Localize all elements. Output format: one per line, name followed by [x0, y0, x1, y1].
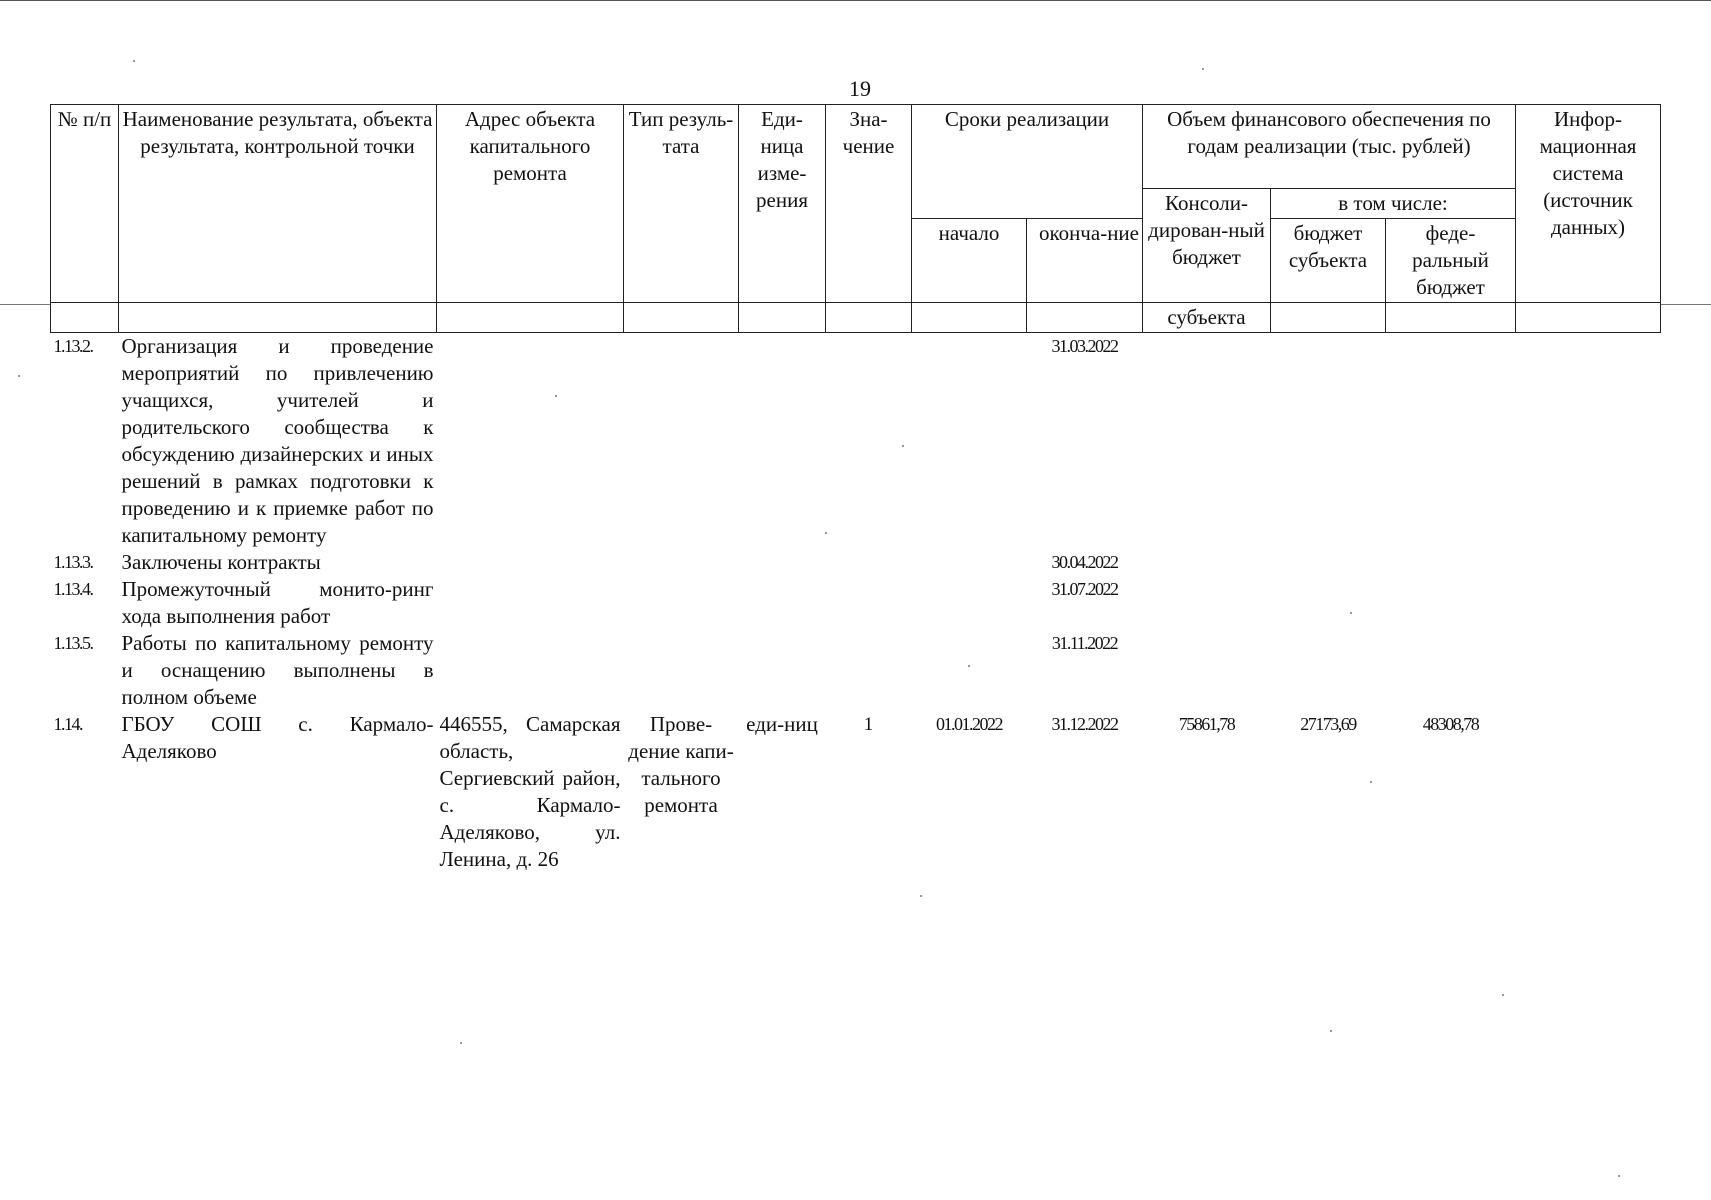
- header-federal-budget: феде-ральный бюджет: [1386, 219, 1516, 303]
- row-name: Организация и проведение мероприятий по привлечению учащихся, учителей и родительского сообщества к обсуждению дизайнерских и иных решений в рамках подготовки к проведению и к приемке работ по капитальному ремонту: [121, 334, 434, 547]
- row-num: 1.13.3.: [53, 552, 93, 572]
- row-value: [826, 549, 912, 576]
- header-spacer: [1516, 303, 1661, 333]
- row-value: 1: [863, 714, 874, 735]
- row-address: [437, 549, 624, 576]
- row-name: Заключены контракты: [121, 550, 321, 574]
- header-spacer: [624, 303, 739, 333]
- row-start: [912, 333, 1027, 550]
- row-subject-budget: [1271, 549, 1386, 576]
- row-start: [912, 630, 1027, 711]
- row-name: ГБОУ СОШ с. Кармало-Аделяково: [121, 712, 434, 763]
- row-info-system: [1516, 630, 1661, 711]
- row-subject-budget: [1271, 333, 1386, 550]
- scan-speck: [902, 445, 904, 447]
- scan-speck: [968, 665, 970, 667]
- row-num: 1.14.: [53, 714, 82, 734]
- row-federal-budget: 48308,78: [1422, 714, 1479, 734]
- row-address: [437, 333, 624, 550]
- table-row: [51, 711, 1661, 873]
- row-end: 30.04.2022: [1051, 552, 1118, 572]
- row-num: 1.13.2.: [53, 336, 93, 356]
- row-info-system: [1516, 333, 1661, 550]
- scan-speck: [1330, 1030, 1332, 1032]
- row-federal-budget: [1386, 549, 1516, 576]
- scan-speck: [1350, 612, 1352, 614]
- table-row: [51, 333, 1661, 550]
- row-type: [624, 630, 739, 711]
- row-federal-budget: [1386, 630, 1516, 711]
- header-type: Тип резуль-тата: [624, 105, 739, 303]
- row-unit: [739, 549, 826, 576]
- header-spacer: [912, 303, 1027, 333]
- header-info-system: Инфор-мационная система (источник данных): [1516, 105, 1661, 303]
- header-spacer: [739, 303, 826, 333]
- header-start: начало: [912, 219, 1027, 303]
- scan-speck: [920, 895, 922, 897]
- row-name: Работы по капитальному ремонту и оснащению выполнены в полном объеме: [121, 631, 434, 709]
- header-spacer: [826, 303, 912, 333]
- header-unit: Еди-ница изме-рения: [739, 105, 826, 303]
- table-row: [51, 576, 1661, 630]
- row-consolidated: [1143, 549, 1271, 576]
- scan-line-right: [1660, 304, 1711, 305]
- scan-speck: [18, 375, 20, 377]
- row-type: [624, 333, 739, 550]
- header-spacer: [51, 303, 119, 333]
- header-including: в том числе:: [1271, 189, 1516, 219]
- header-spacer: [1271, 303, 1386, 333]
- results-table: [50, 104, 1661, 873]
- row-info-system: [1516, 549, 1661, 576]
- header-subject-budget: бюджет субъекта: [1271, 219, 1386, 303]
- row-address: [437, 630, 624, 711]
- row-unit: [739, 576, 826, 630]
- header-spacer: [1027, 303, 1143, 333]
- row-address: 446555, Самарская область, Сергиевский район, с. Кармало-Аделяково, ул. Ленина, д. 26: [439, 712, 621, 871]
- row-consolidated: [1143, 576, 1271, 630]
- row-name: Промежуточный монито-ринг хода выполнения работ: [121, 577, 434, 628]
- table-row: [51, 630, 1661, 711]
- row-federal-budget: [1386, 576, 1516, 630]
- scan-top-edge: [0, 0, 1711, 1]
- header-num: № п/п: [51, 105, 119, 303]
- row-info-system: [1516, 576, 1661, 630]
- row-subject-budget: [1271, 630, 1386, 711]
- row-value: [826, 576, 912, 630]
- row-unit: [739, 630, 826, 711]
- row-type: Прове-дение капи-тального ремонта: [628, 712, 734, 817]
- row-federal-budget: [1386, 333, 1516, 550]
- scan-speck: [825, 532, 827, 534]
- row-num: 1.13.5.: [53, 633, 93, 653]
- row-info-system: [1516, 711, 1661, 873]
- row-num: 1.13.4.: [53, 579, 93, 599]
- row-consolidated: [1143, 333, 1271, 550]
- row-type: [624, 549, 739, 576]
- table-header: [51, 105, 1661, 333]
- header-value: Зна-чение: [826, 105, 912, 303]
- row-type: [624, 576, 739, 630]
- scan-speck: [1502, 994, 1504, 996]
- row-consolidated: [1143, 630, 1271, 711]
- header-spacer: [119, 303, 437, 333]
- page-number: 19: [849, 76, 871, 101]
- table-body: [51, 333, 1661, 874]
- row-start: [912, 549, 1027, 576]
- header-consolidated: [1143, 189, 1271, 303]
- header-spacer: [1386, 303, 1516, 333]
- header-terms: Сроки реализации: [912, 105, 1143, 219]
- header-name: Наименование результата, объекта результата, контрольной точки: [119, 105, 437, 303]
- row-end: 31.03.2022: [1051, 336, 1118, 356]
- scan-speck: [1202, 68, 1204, 70]
- header-consolidated-text: Консоли-дирован-ный бюджет: [1148, 191, 1265, 269]
- row-subject-budget: [1271, 576, 1386, 630]
- row-start: [912, 576, 1027, 630]
- row-value: [826, 630, 912, 711]
- row-address: [437, 576, 624, 630]
- header-address: Адрес объекта капитального ремонта: [437, 105, 624, 303]
- scan-speck: [1370, 781, 1372, 783]
- row-subject-budget: 27173,69: [1300, 714, 1356, 734]
- row-consolidated: 75861,78: [1178, 714, 1235, 734]
- header-consolidated-tail: субъекта: [1143, 303, 1271, 333]
- header-end-text: оконча-ние: [1038, 221, 1139, 245]
- header-end: [1027, 219, 1143, 303]
- scan-line-left: [0, 304, 50, 305]
- row-start: 01.01.2022: [936, 714, 1002, 734]
- scan-speck: [1618, 1175, 1620, 1177]
- row-unit: [739, 333, 826, 550]
- scan-speck: [460, 1042, 462, 1044]
- table-row: [51, 549, 1661, 576]
- row-value: [826, 333, 912, 550]
- header-spacer: [437, 303, 624, 333]
- scan-speck: [555, 395, 557, 397]
- row-end: 31.12.2022: [1051, 714, 1118, 734]
- row-unit: еди-ниц: [746, 712, 818, 736]
- scan-speck: [133, 60, 135, 62]
- row-end: 31.11.2022: [1051, 633, 1118, 653]
- row-end: 31.07.2022: [1051, 579, 1118, 599]
- header-finance: Объем финансового обеспечения по годам реализации (тыс. рублей): [1143, 105, 1516, 189]
